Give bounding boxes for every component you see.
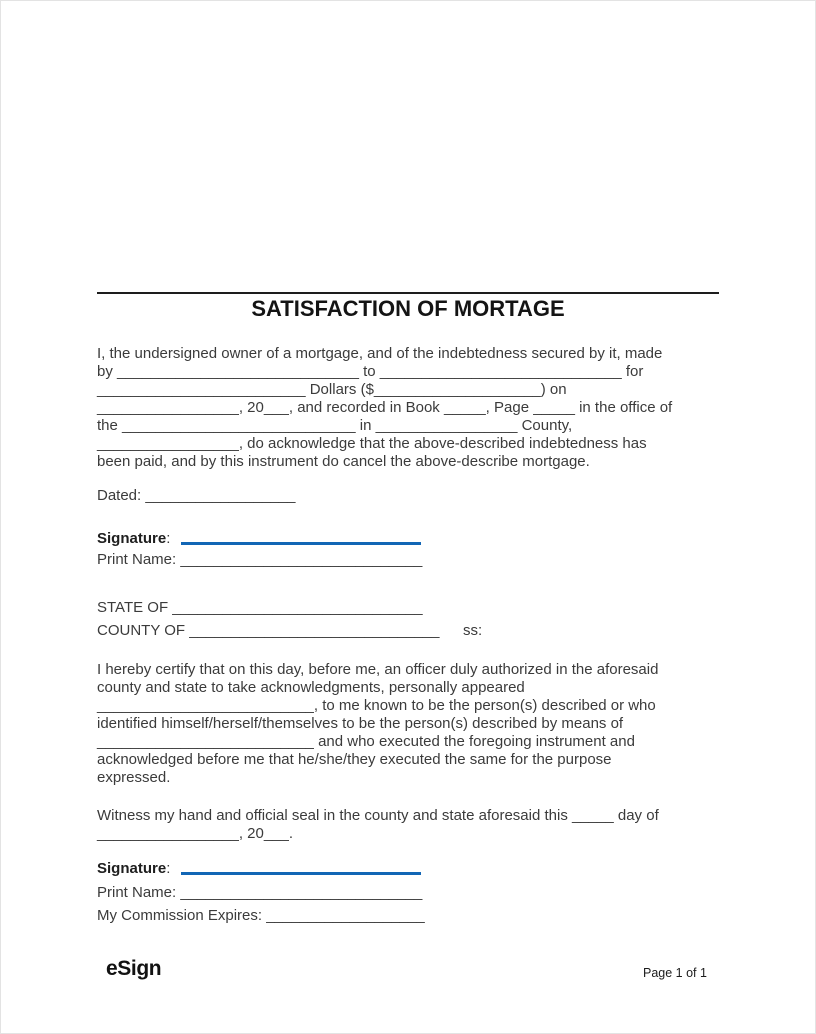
page-number-indicator: Page 1 of 1 [643,966,707,980]
certification-line: identified himself/herself/themselves to be the person(s) described by means of [97,715,624,732]
notary-certification-paragraph [97,661,737,787]
intro-line: _________________________ Dollars ($____________________) on [97,381,567,398]
notary-signature-field-line[interactable] [181,872,421,875]
certification-line: __________________________, to me known to be the person(s) described or who [97,697,656,714]
intro-paragraph [97,345,737,471]
state-of-field: STATE OF ______________________________ [97,599,423,616]
witness-paragraph [97,807,737,843]
dated-field: Dated: __________________ [97,487,296,504]
signer-signature-field-line[interactable] [181,542,421,545]
notary-signature-row [97,860,421,878]
certification-line: __________________________ and who executed the foregoing instrument and [97,733,635,750]
county-of-row [97,622,597,640]
intro-line: been paid, and by this instrument do cancel the above-describe mortgage. [97,453,590,470]
signature-label: Signature [97,860,167,877]
witness-line: Witness my hand and official seal in the county and state aforesaid this _____ day of [97,807,659,824]
signature-colon: : [166,530,171,547]
intro-line: _________________, do acknowledge that the above-described indebtedness has [97,435,647,452]
intro-line: the ____________________________ in _________________ County, [97,417,573,434]
certification-line: expressed. [97,769,171,786]
signer-signature-row [97,530,421,548]
esign-logo: eSign [106,957,162,980]
certification-line: acknowledged before me that he/she/they executed the same for the purpose [97,751,612,768]
signature-colon: : [166,860,171,877]
certification-line: I hereby certify that on this day, before me, an officer duly authorized in the aforesaid [97,661,659,678]
certification-line: county and state to take acknowledgments, personally appeared [97,679,525,696]
county-of-field: COUNTY OF ______________________________ [97,622,440,639]
document-title: SATISFACTION OF MORTAGE [251,296,565,321]
intro-line: I, the undersigned owner of a mortgage, and of the indebtedness secured by it, made [97,345,663,362]
signature-label: Signature [97,530,167,547]
commission-expires-field: My Commission Expires: ___________________ [97,907,425,924]
witness-line: _________________, 20___. [97,825,294,842]
title-divider-rule [97,292,719,294]
signer-print-name-field: Print Name: _____________________________ [97,551,423,568]
intro-line: _________________, 20___, and recorded in Book _____, Page _____ in the office of [97,399,673,416]
intro-line: by _____________________________ to _____________________________ for [97,363,644,380]
notary-print-name-field: Print Name: _____________________________ [97,884,423,901]
ss-label: ss: [463,622,483,639]
